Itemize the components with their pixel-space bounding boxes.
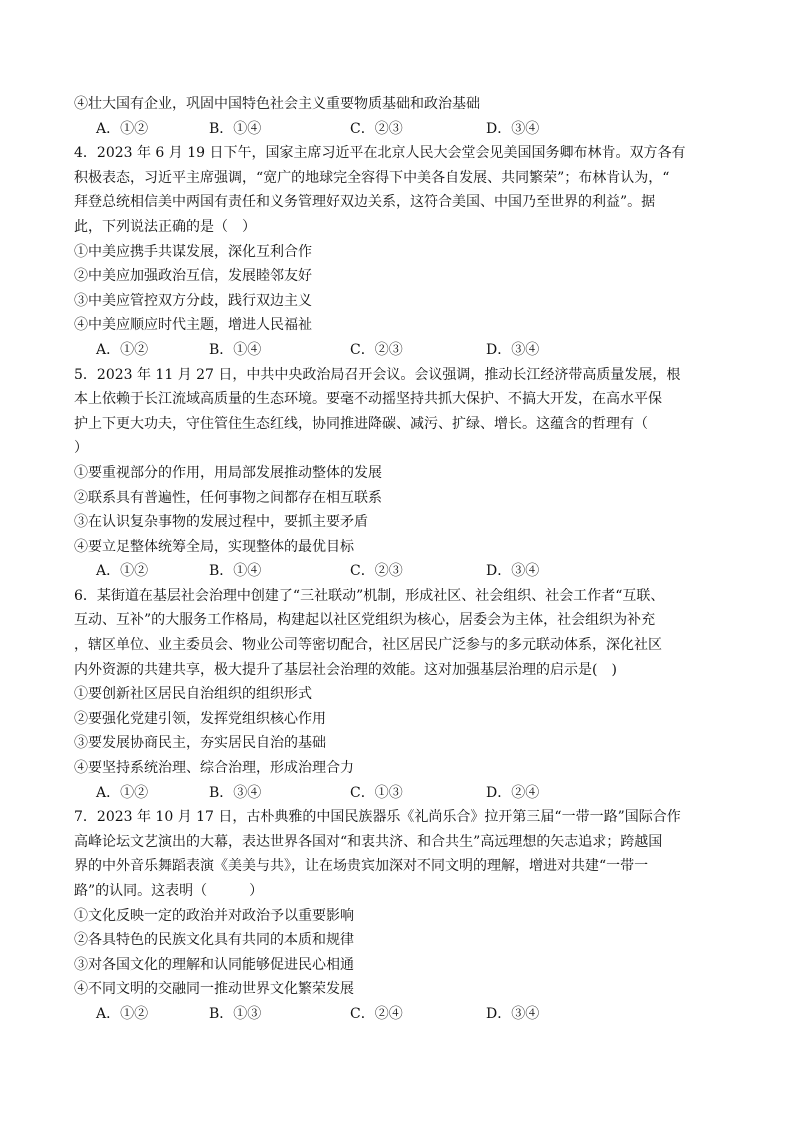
q4-options xyxy=(74,338,722,363)
q7-statement-3: ③对各国文化的理解和认同能够促进民心相通 xyxy=(74,956,354,973)
q5-stem-line-4: ） xyxy=(74,440,88,457)
q7-statement-1: ①文化反映一定的政治并对政治予以重要影响 xyxy=(74,907,354,924)
q7-option-d[interactable]: D．③④ xyxy=(486,1005,540,1022)
question-3-tail xyxy=(74,92,722,141)
q3-options xyxy=(74,117,722,142)
q6-option-d[interactable]: D．②④ xyxy=(486,784,540,801)
q3-option-b[interactable]: B．①④ xyxy=(209,120,262,137)
q7-stem-line-1: 7．2023 年 10 月 17 日，古朴典雅的中国民族器乐《礼尚乐合》拉开第三届“一带一路”国际合作 xyxy=(74,809,681,826)
q7-stem-line-2: 高峰论坛文艺演出的大幕，表达世界各国对“和衷共济、和合共生”高远理想的矢志追求；跨越国 xyxy=(74,833,663,850)
q4-stem-line-1: 4．2023 年 6 月 19 日下午，国家主席习近平在北京人民大会堂会见美国国务卿布林肯。双方各有 xyxy=(74,145,686,162)
q4-statement-1: ①中美应携手共谋发展，深化互利合作 xyxy=(74,243,312,260)
q4-statement-4: ④中美应顺应时代主题，增进人民福祉 xyxy=(74,317,312,334)
q7-statement-2: ②各具特色的民族文化具有共同的本质和规律 xyxy=(74,932,354,949)
q7-option-b[interactable]: B．①③ xyxy=(209,1005,262,1022)
q4-stem-line-3: 拜登总统相信美中两国有责任和义务管理好双边关系，这符合美国、中国乃至世界的利益”。据 xyxy=(74,194,656,211)
questions-column xyxy=(74,92,722,1027)
q5-stem-line-1: 5．2023 年 11 月 27 日，中共中央政治局召开会议。会议强调，推动长江经济带高质量发展，根 xyxy=(74,366,681,383)
q5-option-d[interactable]: D．③④ xyxy=(486,563,540,580)
q6-statement-2: ②要强化党建引领，发挥党组织核心作用 xyxy=(74,710,326,727)
q6-stem-line-3: ，辖区单位、业主委员会、物业公司等密切配合，社区居民广泛参与的多元联动体系，深化社区 xyxy=(74,637,662,654)
q7-statement-4: ④不同文明的交融同一推动世界文化繁荣发展 xyxy=(74,981,354,998)
q6-option-c[interactable]: C．①③ xyxy=(350,784,403,801)
q6-statement-1: ①要创新社区居民自治组织的组织形式 xyxy=(74,686,312,703)
q7-stem-line-3: 界的中外音乐舞蹈表演《美美与共》，让在场贵宾加深对不同文明的理解，增进对共建“一带一 xyxy=(74,858,649,875)
q7-stem-line-4: 路”的认同。这表明（ ） xyxy=(74,883,264,899)
question-6 xyxy=(74,584,722,805)
q5-stem-line-2: 本上依赖于长江流域高质量的生态环境。要毫不动摇坚持共抓大保护、不搞大开发，在高水平保 xyxy=(74,391,662,408)
q6-options xyxy=(74,781,722,806)
q4-stem-line-4: 此，下列说法正确的是（ ） xyxy=(74,218,256,235)
question-7 xyxy=(74,805,722,1026)
q3-option-d[interactable]: D．③④ xyxy=(486,120,540,137)
question-4 xyxy=(74,141,722,362)
q5-statement-4: ④要立足整体统筹全局，实现整体的最优目标 xyxy=(74,538,354,555)
question-5 xyxy=(74,363,722,584)
q5-stem-line-3: 护上下更大功夫，守住管住生态红线，协同推进降碳、减污、扩绿、增长。这蕴含的哲理有（ xyxy=(74,415,648,432)
q6-option-b[interactable]: B．③④ xyxy=(209,784,262,801)
q6-stem-line-1: 6．某街道在基层社会治理中创建了“三社联动”机制，形成社区、社会组织、社会工作者“互联、 xyxy=(74,587,665,604)
q7-option-a[interactable]: A．①② xyxy=(96,1005,149,1022)
q4-stem-line-2: 积极表态，习近平主席强调，“宽广的地球完全容得下中美各自发展、共同繁荣”；布林肯认为，“ xyxy=(74,169,670,186)
q3-statement-4: ④壮大国有企业，巩固中国特色社会主义重要物质基础和政治基础 xyxy=(74,96,480,112)
q6-statement-3: ③要发展协商民主，夯实居民自治的基础 xyxy=(74,735,326,752)
q4-option-b[interactable]: B．①④ xyxy=(209,341,262,358)
q5-statement-1: ①要重视部分的作用，用局部发展推动整体的发展 xyxy=(74,464,382,481)
q5-options xyxy=(74,559,722,584)
q4-statement-2: ②中美应加强政治互信，发展睦邻友好 xyxy=(74,268,312,285)
q3-option-a[interactable]: A．①② xyxy=(96,120,149,137)
q6-statement-4: ④要坚持系统治理、综合治理，形成治理合力 xyxy=(74,760,354,777)
q3-option-c[interactable]: C．②③ xyxy=(350,120,403,137)
q6-stem-line-2: 互动、互补”的大服务工作格局，构建起以社区党组织为核心，居委会为主体，社会组织为补充 xyxy=(74,612,656,629)
q7-option-c[interactable]: C．②④ xyxy=(350,1005,403,1022)
q4-option-d[interactable]: D．③④ xyxy=(486,341,540,358)
q5-statement-3: ③在认识复杂事物的发展过程中，要抓主要矛盾 xyxy=(74,514,368,531)
q4-statement-3: ③中美应管控双方分歧，践行双边主义 xyxy=(74,292,312,309)
q5-option-c[interactable]: C．②③ xyxy=(350,563,403,580)
q6-stem-line-4: 内外资源的共建共享，极大提升了基层社会治理的效能。这对加强基层治理的启示是( ) xyxy=(74,661,617,678)
q5-option-a[interactable]: A．①② xyxy=(96,563,149,580)
q4-option-c[interactable]: C．②③ xyxy=(350,341,403,358)
q5-statement-2: ②联系具有普遍性，任何事物之间都存在相互联系 xyxy=(74,489,382,506)
q4-option-a[interactable]: A．①② xyxy=(96,341,149,358)
q5-option-b[interactable]: B．①④ xyxy=(209,563,262,580)
q7-options xyxy=(74,1002,722,1027)
q6-option-a[interactable]: A．①② xyxy=(96,784,149,801)
